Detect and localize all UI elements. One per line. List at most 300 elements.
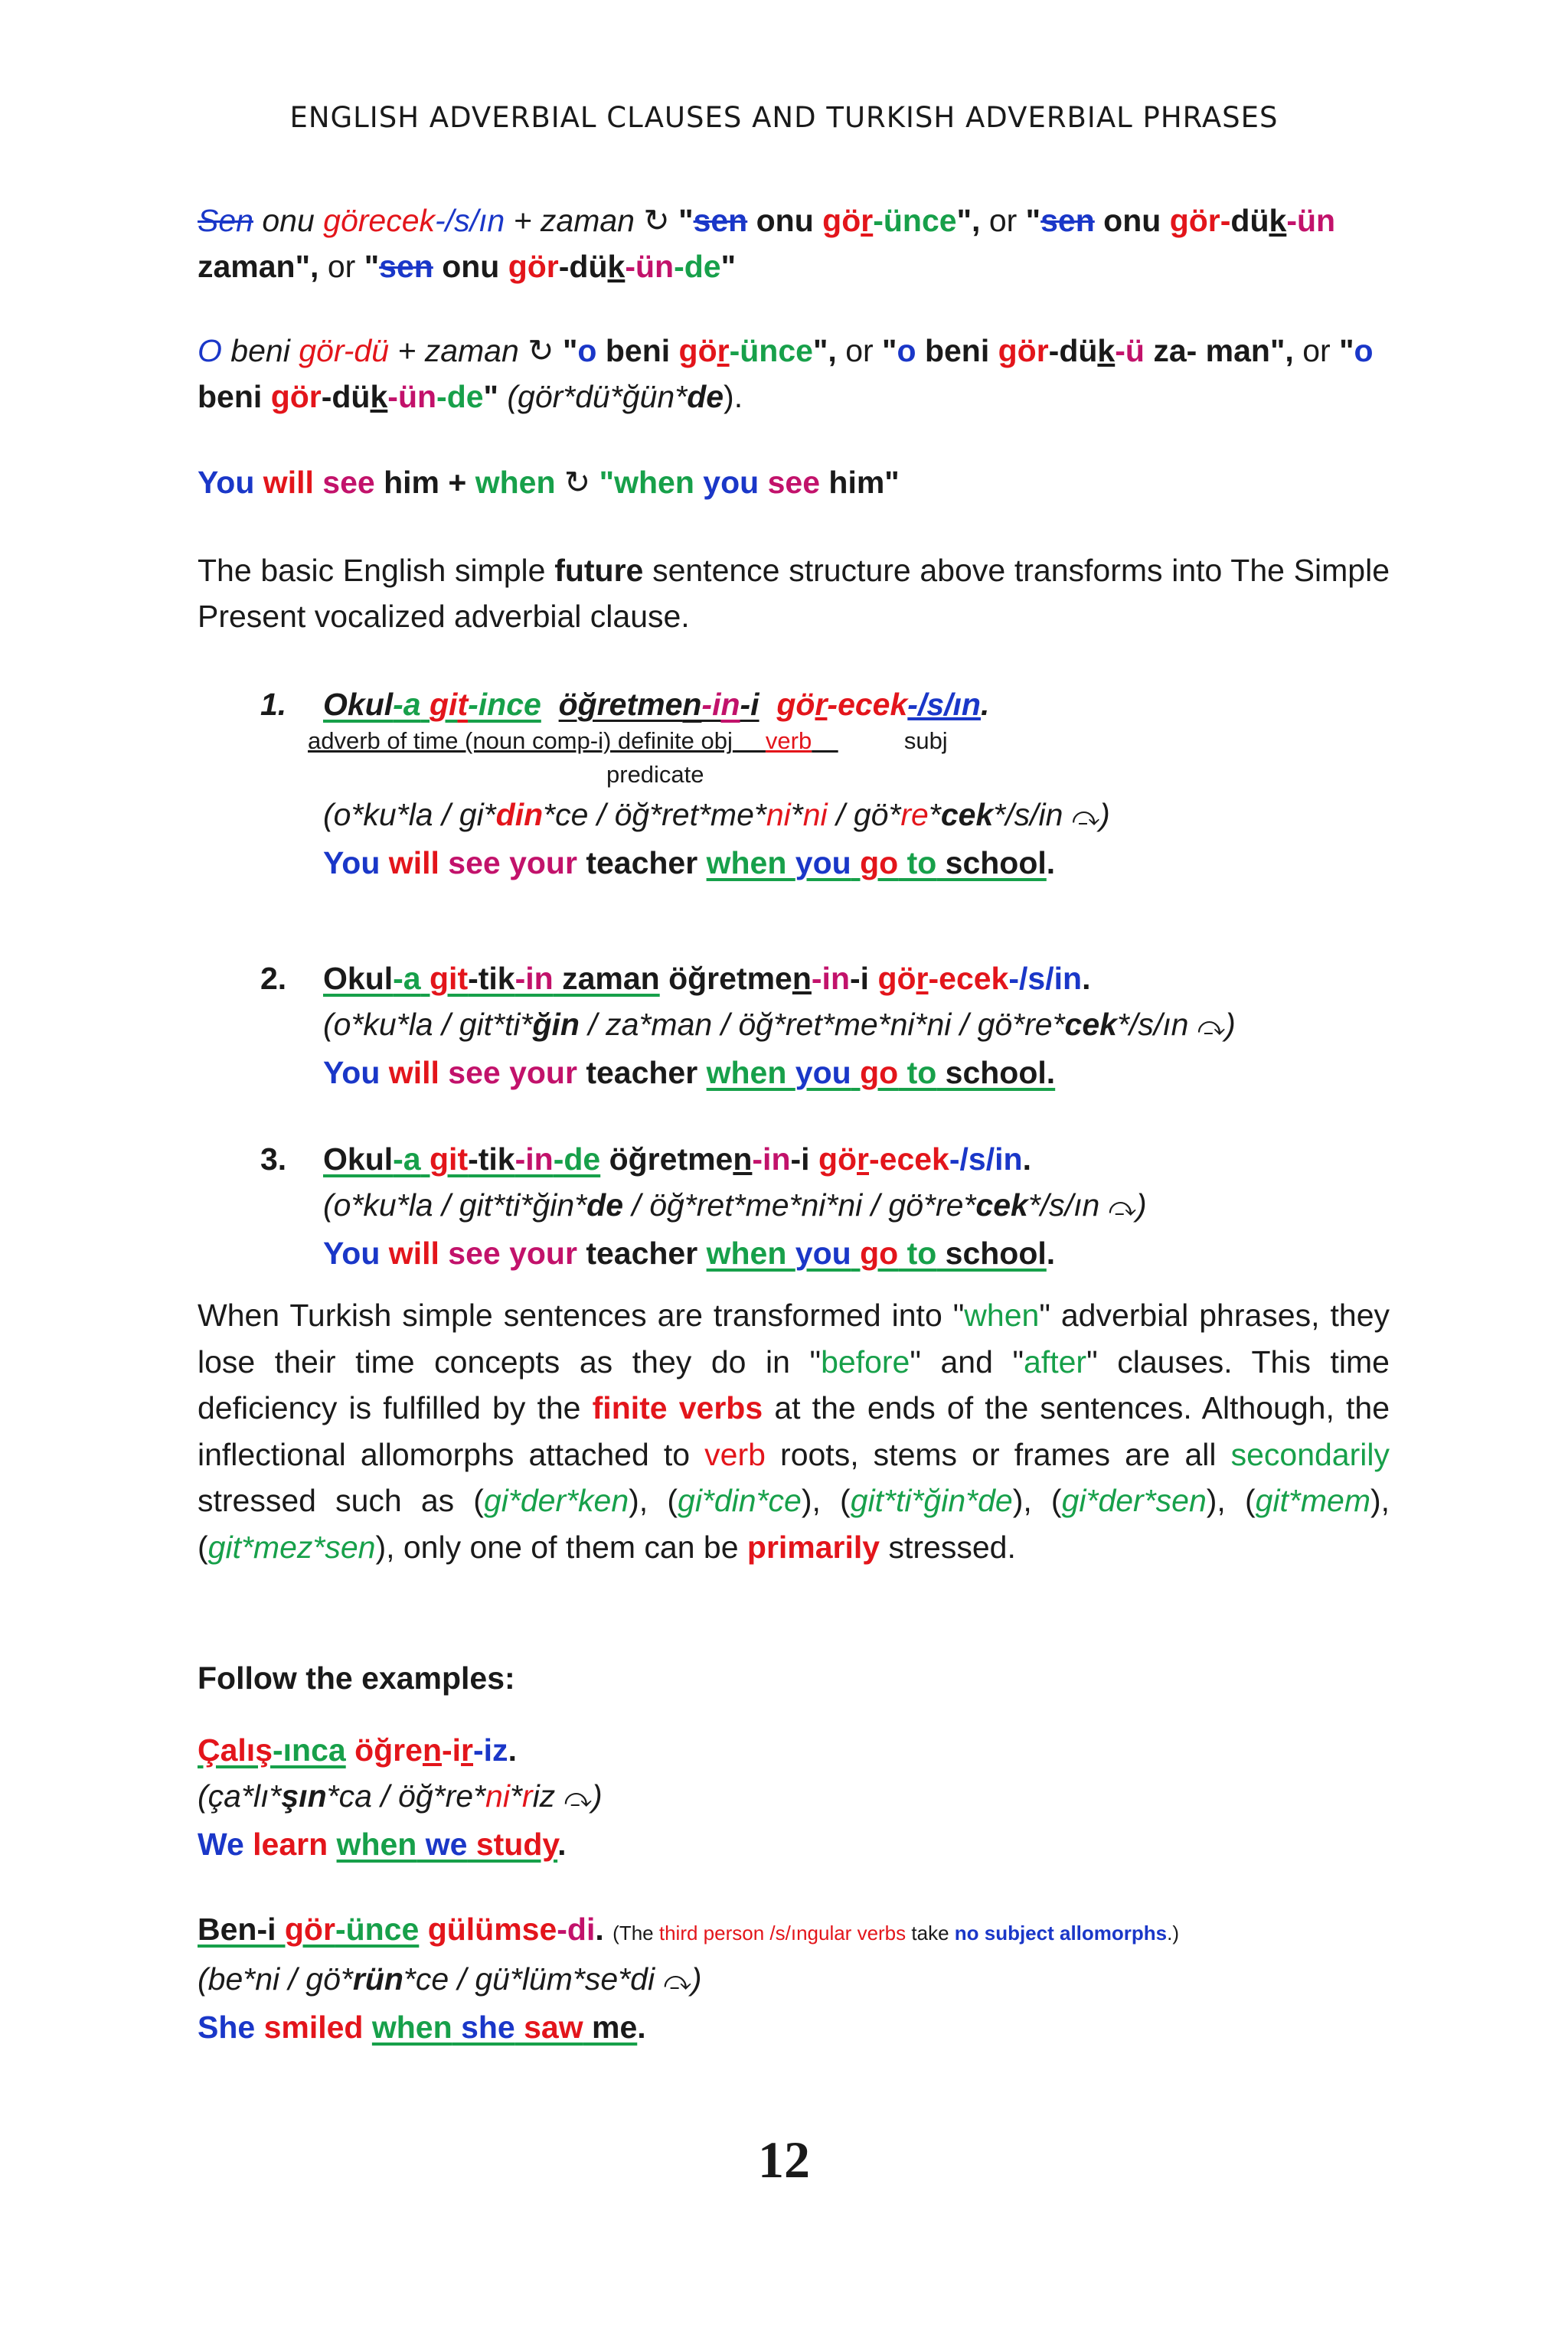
example-item-2 bbox=[260, 955, 1386, 1096]
suffix-stressed: k bbox=[1269, 203, 1287, 238]
example-item-1 bbox=[260, 681, 1386, 886]
word: you bbox=[795, 1236, 851, 1271]
quote: " bbox=[364, 249, 380, 284]
page-number: 12 bbox=[758, 2131, 810, 2189]
word: You bbox=[323, 845, 381, 880]
punct: . bbox=[637, 2010, 646, 2045]
word: teacher bbox=[577, 1236, 707, 1271]
quote: ", bbox=[956, 203, 981, 238]
pron: * bbox=[790, 797, 803, 832]
quote: " bbox=[678, 203, 694, 238]
word-when: when bbox=[614, 465, 694, 500]
note-text: take bbox=[906, 1922, 955, 1945]
loop-icon: ↻ bbox=[528, 333, 554, 368]
word: school. bbox=[936, 1055, 1056, 1090]
punct: . bbox=[980, 687, 990, 722]
pron: (ça*lı* bbox=[198, 1778, 282, 1814]
verb: gör bbox=[270, 379, 322, 414]
suffix: -/s/in bbox=[949, 1141, 1023, 1177]
suffix: -ecek bbox=[827, 687, 908, 722]
text: ). bbox=[724, 379, 743, 414]
suffix-stressed: k bbox=[370, 379, 388, 414]
word: go bbox=[851, 1236, 899, 1271]
verb: gö bbox=[822, 203, 861, 238]
gloss-line-2 bbox=[260, 758, 1386, 792]
note bbox=[612, 1922, 1179, 1945]
adverbial-clause bbox=[372, 2010, 637, 2045]
suffix: -ince bbox=[468, 687, 541, 722]
pron: ku bbox=[363, 1007, 397, 1042]
example: gi*din*ce bbox=[678, 1483, 802, 1518]
text: ), ( bbox=[1206, 1483, 1256, 1518]
verb-stressed: n bbox=[422, 1732, 442, 1768]
word: will bbox=[380, 1236, 439, 1271]
suffix: -dü bbox=[558, 249, 608, 284]
suffix: -ünce bbox=[335, 1912, 420, 1947]
text-bold: future bbox=[554, 553, 644, 588]
struck-pronoun: Sen bbox=[198, 203, 253, 238]
word: to bbox=[898, 1236, 937, 1271]
example: gi*der*ken bbox=[483, 1483, 629, 1518]
suffix: -ünce bbox=[873, 203, 957, 238]
word: She bbox=[198, 2010, 256, 2045]
turkish-sentence bbox=[260, 955, 1386, 1001]
text: onu bbox=[747, 203, 823, 238]
text: or bbox=[980, 203, 1026, 238]
text: roots, stems or frames are all bbox=[765, 1436, 1231, 1472]
turkish-sentence bbox=[198, 1727, 1390, 1773]
text: or bbox=[836, 333, 883, 368]
word: when bbox=[371, 2010, 452, 2045]
suffix: -in bbox=[752, 1141, 791, 1177]
verb: gö bbox=[678, 333, 717, 368]
suffix: -i bbox=[790, 1141, 810, 1177]
adverbial-phrase bbox=[198, 1732, 346, 1768]
pron-stressed: de bbox=[586, 1187, 624, 1223]
pron-colored: re bbox=[900, 797, 929, 832]
verb-stressed: t bbox=[457, 687, 469, 722]
english-translation bbox=[198, 2004, 1390, 2050]
verb: öğre bbox=[345, 1732, 423, 1768]
word-will: will bbox=[254, 465, 314, 500]
item-number: 1. bbox=[260, 687, 287, 722]
suffix: -in bbox=[811, 961, 850, 996]
pronunciation-line: (be*ni / gö*rün*ce / gü*lüm*se*di ⤼) bbox=[198, 1961, 702, 1997]
pron: *ca / öğ*re* bbox=[326, 1778, 486, 1814]
highlight-bold: primarily bbox=[746, 1529, 880, 1565]
intonation-icon: ⤼ bbox=[1071, 802, 1100, 831]
text: beni bbox=[596, 333, 679, 368]
word: you bbox=[795, 845, 851, 880]
quote: " bbox=[1339, 333, 1354, 368]
suffix: -tik bbox=[468, 961, 515, 996]
highlight: when bbox=[964, 1298, 1040, 1333]
quote: " bbox=[1025, 203, 1041, 238]
verb: gör- bbox=[1169, 203, 1231, 238]
text: onu bbox=[1094, 203, 1170, 238]
highlight: before bbox=[821, 1344, 910, 1380]
word: Okul bbox=[323, 1141, 394, 1177]
suffix: -/s/in bbox=[1008, 961, 1083, 996]
text: or bbox=[318, 249, 364, 284]
suffix: -in bbox=[514, 1141, 554, 1177]
note-highlight: no subject allomorphs bbox=[954, 1922, 1168, 1945]
intonation-icon: ⤼ bbox=[564, 1784, 592, 1813]
verb: Çalış bbox=[198, 1732, 273, 1768]
letter-stressed: n bbox=[792, 961, 812, 996]
punct: . bbox=[557, 1827, 567, 1862]
text: him + bbox=[374, 465, 475, 500]
adverbial-phrase bbox=[323, 1141, 600, 1177]
suffix: -iz bbox=[473, 1732, 508, 1768]
note-highlight: /s/ıngular verbs bbox=[764, 1922, 906, 1945]
word: study bbox=[467, 1827, 558, 1862]
pron: (o* bbox=[323, 1187, 364, 1223]
text: sentence structure above transforms into The Simple Present vocalized adverbial clause. bbox=[198, 553, 1390, 634]
gloss-line bbox=[260, 724, 1386, 758]
suffix: -ün bbox=[387, 379, 437, 414]
word: see bbox=[439, 1055, 501, 1090]
word: Ben-i bbox=[198, 1912, 276, 1947]
intro-paragraph-1 bbox=[198, 198, 1390, 289]
quote: " bbox=[599, 465, 615, 500]
suffix: -ınca bbox=[273, 1732, 346, 1768]
quote: " bbox=[882, 333, 897, 368]
word: to bbox=[898, 1055, 937, 1090]
word: school bbox=[936, 1236, 1047, 1271]
text: beni bbox=[916, 333, 998, 368]
word: when bbox=[706, 845, 795, 880]
text: him" bbox=[820, 465, 900, 500]
struck-pronoun: sen bbox=[1040, 203, 1095, 238]
word: your bbox=[500, 1055, 577, 1090]
pronoun: o bbox=[897, 333, 916, 368]
turkish-sentence bbox=[198, 1906, 1390, 1956]
suffix: -ecek bbox=[869, 1141, 949, 1177]
gloss-label: subj bbox=[903, 727, 948, 754]
highlight: after bbox=[1024, 1344, 1087, 1380]
punct: . bbox=[1082, 961, 1091, 996]
struck-pronoun: sen bbox=[693, 203, 748, 238]
quote: " bbox=[483, 379, 498, 414]
suffix: -dü bbox=[1048, 333, 1098, 368]
text: ), ( bbox=[198, 1483, 1390, 1565]
intro-paragraph-2 bbox=[198, 328, 1390, 420]
quote: ", bbox=[812, 333, 837, 368]
suffix: -di bbox=[557, 1912, 596, 1947]
suffix: -a bbox=[393, 687, 421, 722]
gloss-label: predicate bbox=[606, 761, 704, 788]
word: will bbox=[380, 1055, 439, 1090]
intonation-icon: ⤼ bbox=[1197, 1012, 1226, 1041]
example: git*mez*sen bbox=[207, 1529, 376, 1565]
word: when bbox=[706, 1236, 795, 1271]
verb: git bbox=[430, 1141, 469, 1177]
intonation-icon: ⤼ bbox=[1108, 1193, 1137, 1222]
verb-stressed: r bbox=[717, 333, 730, 368]
verb-stressed: r bbox=[815, 687, 828, 722]
verb: gör bbox=[998, 333, 1049, 368]
highlight-bold: finite verbs bbox=[592, 1390, 763, 1425]
pron: *la / git*ti*ğin* bbox=[396, 1187, 587, 1223]
word: öğretme bbox=[659, 961, 792, 996]
text: ), ( bbox=[1012, 1483, 1062, 1518]
pronoun: O bbox=[198, 333, 222, 368]
object-phrase bbox=[559, 687, 760, 722]
pron: * bbox=[509, 1778, 522, 1814]
adverbial-phrase bbox=[323, 687, 541, 722]
punct: . bbox=[595, 1912, 613, 1947]
word: go bbox=[851, 845, 899, 880]
loop-icon: ↻ bbox=[643, 203, 670, 238]
pron: ku bbox=[363, 1187, 397, 1223]
pron-stressed: cek bbox=[1064, 1007, 1117, 1042]
word: your bbox=[500, 845, 577, 880]
intonation-icon: ⤼ bbox=[663, 1967, 691, 1996]
word: You bbox=[323, 1055, 381, 1090]
text: The basic English simple bbox=[198, 553, 555, 588]
pron: *la / git*ti* bbox=[396, 1007, 533, 1042]
verb: gö bbox=[809, 1141, 858, 1177]
item-number: 2. bbox=[260, 961, 287, 996]
verb: gi bbox=[430, 687, 458, 722]
suffix-stressed: n bbox=[720, 687, 740, 722]
letter-stressed: n bbox=[733, 1141, 753, 1177]
text: zaman", bbox=[198, 249, 319, 284]
pron-stressed: din bbox=[495, 797, 544, 832]
pron: / za*man / öğ*ret*me*ni*ni / gö*re* bbox=[579, 1007, 1065, 1042]
pron: *ce / gü*lüm*se*di bbox=[403, 1961, 664, 1997]
text: ), only one of them can be bbox=[375, 1529, 747, 1565]
note-highlight: third person bbox=[658, 1922, 765, 1945]
word-see: see bbox=[759, 465, 821, 500]
highlight: verb bbox=[704, 1436, 766, 1472]
word: she bbox=[452, 2010, 515, 2045]
suffix: -ü bbox=[1115, 333, 1145, 368]
item-number: 3. bbox=[260, 1141, 287, 1177]
pron: / öğ*ret*me*ni*ni / gö*re* bbox=[623, 1187, 976, 1223]
verb-stressed: r bbox=[861, 203, 874, 238]
pron: iz bbox=[532, 1778, 564, 1814]
text: When Turkish simple sentences are transformed into " bbox=[198, 1298, 965, 1333]
example: gi*der*sen bbox=[1061, 1483, 1207, 1518]
suffix: -ecek bbox=[928, 961, 1009, 996]
word: school bbox=[936, 845, 1047, 880]
word: saw bbox=[514, 2010, 583, 2045]
verb-stressed: r bbox=[857, 1141, 869, 1177]
text: ), ( bbox=[629, 1483, 678, 1518]
running-header: ENGLISH ADVERBIAL CLAUSES AND TURKISH ADVERBIAL PHRASES bbox=[289, 101, 1279, 134]
word: me bbox=[583, 2010, 638, 2045]
pron: *ce / öğ*ret*me* bbox=[543, 797, 766, 832]
word: your bbox=[500, 1236, 577, 1271]
verb: gö bbox=[776, 687, 815, 722]
verb: gö bbox=[869, 961, 916, 996]
pron: */s/ın bbox=[1027, 1187, 1109, 1223]
word-you: You bbox=[198, 465, 255, 500]
suffix: -/s/ın bbox=[907, 687, 981, 722]
explanation-paragraph bbox=[198, 1292, 1390, 1570]
text: " and " bbox=[910, 1344, 1024, 1380]
text: + zaman bbox=[389, 333, 528, 368]
text: stressed. bbox=[880, 1529, 1016, 1565]
word-you: you bbox=[694, 465, 760, 500]
suffix: -i bbox=[442, 1732, 462, 1768]
pronunciation-stressed: de bbox=[687, 379, 724, 414]
verb-stressed: r bbox=[916, 961, 929, 996]
gloss-label-verb: verb bbox=[765, 727, 812, 754]
pron: / gö* bbox=[827, 797, 901, 832]
pronoun: o bbox=[577, 333, 597, 368]
word: Okul bbox=[323, 961, 394, 996]
pronunciation-line: (o*ku*la / git*ti*ğin*de / öğ*ret*me*ni*ni / gö*re*cek*/s/ın ⤼) bbox=[323, 1187, 1147, 1223]
pronunciation-line: (ça*lı*şın*ca / öğ*re*ni*riz ⤼) bbox=[198, 1778, 603, 1814]
pron: (be*ni / gö* bbox=[198, 1961, 353, 1997]
pron: * bbox=[928, 797, 941, 832]
pron-colored: ni bbox=[766, 797, 791, 832]
word: see bbox=[439, 1236, 501, 1271]
pron: ku bbox=[363, 797, 397, 832]
example-item-3 bbox=[260, 1136, 1386, 1276]
note-text: .) bbox=[1167, 1922, 1180, 1945]
suffix: -i bbox=[850, 961, 870, 996]
word: öğretme bbox=[558, 687, 683, 722]
suffix: -ünce bbox=[729, 333, 813, 368]
gloss-label: adverb of time (noun comp-i) definite obj bbox=[308, 727, 733, 754]
english-translation bbox=[260, 840, 1386, 886]
suffix: -ün bbox=[1286, 203, 1336, 238]
word: learn bbox=[243, 1827, 337, 1862]
suffix-stressed: k bbox=[607, 249, 626, 284]
text: onu bbox=[433, 249, 508, 284]
suffix: -de bbox=[674, 249, 721, 284]
suffix: -in bbox=[514, 961, 554, 996]
adverbial-clause bbox=[337, 1827, 558, 1862]
word-when: when bbox=[475, 465, 564, 500]
turkish-sentence bbox=[260, 681, 1386, 727]
example: git*ti*ğin*de bbox=[850, 1483, 1013, 1518]
word: We bbox=[198, 1827, 244, 1862]
text: beni bbox=[198, 379, 271, 414]
suffix: -i bbox=[740, 687, 760, 722]
suffix: -a bbox=[393, 1141, 421, 1177]
pron: *la / gi* bbox=[396, 797, 496, 832]
suffix: -i bbox=[701, 687, 721, 722]
word: smiled bbox=[255, 2010, 372, 2045]
verb: gör bbox=[508, 249, 559, 284]
highlight: secondarily bbox=[1230, 1436, 1390, 1472]
note-text: (The bbox=[612, 1922, 659, 1945]
word: see bbox=[439, 845, 501, 880]
quote: " bbox=[720, 249, 737, 284]
punct: . bbox=[1022, 1141, 1031, 1177]
pron: */s/in bbox=[993, 797, 1072, 832]
adverbial-phrase bbox=[198, 1912, 419, 1947]
pron-colored: ni bbox=[485, 1778, 510, 1814]
suffix: -ün bbox=[625, 249, 675, 284]
example-study bbox=[198, 1727, 1390, 1867]
text: ), ( bbox=[801, 1483, 851, 1518]
punct: . bbox=[1046, 845, 1056, 880]
verb: görecek bbox=[323, 203, 436, 238]
suffix: -dü bbox=[321, 379, 371, 414]
word-see: see bbox=[313, 465, 375, 500]
pron-stressed: cek bbox=[975, 1187, 1028, 1223]
text: + zaman bbox=[505, 203, 644, 238]
word: go bbox=[851, 1055, 899, 1090]
word: when bbox=[336, 1827, 417, 1862]
word: when bbox=[706, 1055, 795, 1090]
pronoun: o bbox=[1354, 333, 1374, 368]
follow-heading: Follow the examples: bbox=[198, 1660, 515, 1696]
text: stressed such as ( bbox=[198, 1483, 484, 1518]
suffix: -de bbox=[553, 1141, 601, 1177]
loop-icon: ↻ bbox=[564, 465, 591, 500]
suffix: -/s/ın bbox=[435, 203, 505, 238]
pronunciation-line: (o*ku*la / gi*din*ce / öğ*ret*me*ni*ni / gö*re*cek*/s/in ⤼) bbox=[323, 797, 1110, 832]
verb: gör-dü bbox=[299, 333, 389, 368]
intro-paragraph-4 bbox=[198, 547, 1390, 639]
word: to bbox=[898, 845, 937, 880]
english-translation bbox=[260, 1230, 1386, 1276]
adverbial-clause bbox=[707, 1055, 1056, 1090]
word: will bbox=[380, 845, 439, 880]
letter-stressed: n bbox=[682, 687, 702, 722]
word: we bbox=[416, 1827, 468, 1862]
word: you bbox=[795, 1055, 851, 1090]
punct: . bbox=[1046, 1236, 1056, 1271]
word: öğretme bbox=[600, 1141, 733, 1177]
pron-stressed: ğin bbox=[532, 1007, 580, 1042]
text: or bbox=[1293, 333, 1340, 368]
adverbial-phrase bbox=[323, 961, 660, 996]
suffix: -a bbox=[393, 961, 421, 996]
pron: (o* bbox=[323, 1007, 364, 1042]
english-translation bbox=[198, 1821, 1390, 1867]
pron-stressed: cek bbox=[940, 797, 994, 832]
word: You bbox=[323, 1236, 381, 1271]
pron-stressed: rün bbox=[352, 1961, 403, 1997]
text: onu bbox=[253, 203, 324, 238]
text: za- man", bbox=[1144, 333, 1294, 368]
adverbial-clause bbox=[707, 1236, 1047, 1271]
word: Okul bbox=[323, 687, 394, 722]
suffix: -de bbox=[436, 379, 484, 414]
example: git*mem bbox=[1255, 1483, 1370, 1518]
pron-colored: r bbox=[521, 1778, 533, 1814]
suffix: dü bbox=[1230, 203, 1269, 238]
verb: git bbox=[430, 961, 469, 996]
text: " clauses. This time deficiency is fulfilled by the bbox=[198, 1344, 1390, 1425]
intro-paragraph-3 bbox=[198, 459, 1390, 505]
verb: gör bbox=[276, 1912, 335, 1947]
adverbial-clause bbox=[707, 845, 1047, 880]
pron: */s/ın bbox=[1116, 1007, 1197, 1042]
suffix-stressed: r bbox=[461, 1732, 474, 1768]
example-saw bbox=[198, 1906, 1390, 2050]
verb: gülümse bbox=[419, 1912, 557, 1947]
text: " adverbial phrases, they lose their time concepts as they do in " bbox=[198, 1298, 1390, 1380]
pronunciation: (gör*dü*ğün* bbox=[498, 379, 688, 414]
pron-colored: ni bbox=[802, 797, 828, 832]
suffix: -tik bbox=[468, 1141, 515, 1177]
word: teacher bbox=[577, 845, 707, 880]
word: zaman bbox=[553, 961, 660, 996]
struck-pronoun: sen bbox=[379, 249, 433, 284]
pron: (o* bbox=[323, 797, 364, 832]
english-translation bbox=[260, 1050, 1386, 1096]
quote: " bbox=[562, 333, 578, 368]
